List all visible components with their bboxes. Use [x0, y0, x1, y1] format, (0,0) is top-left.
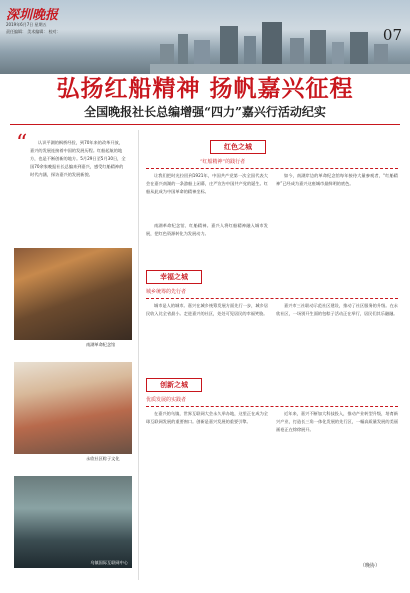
article-paragraph: 让我们把时光拉回到1921年，中国共产党第一次全国代表大会在嘉兴南湖的一条游船上闭幕，庄严宣告中国共产党的诞生。红船从此成为中国革命的精神坐标。 — [146, 173, 268, 194]
section-subtitle: “红船精神”的践行者 — [200, 159, 246, 165]
article-paragraph: 嘉兴市三社联动示范社区建设，推动了社区服务的升级。在永欣社区，一场别开生面的包粽子活动正在举行，居民们其乐融融。 — [276, 303, 398, 316]
intro-text: 认识平湖的枫桥经验，到70年来的改革开放，嘉兴的发展连接着中国的发展历程。红船起航的地方，也是不断创新的地方。5月29日至5月30日，全国70余家晚报社长总编来到嘉兴，感受红船精神的时代内涵，探访嘉兴的发展新貌。 — [30, 140, 126, 177]
author-byline: （晚协） — [360, 563, 381, 569]
section-subtitle: 城乡统筹的先行者 — [146, 289, 187, 295]
sub-headline: 全国晚报社长总编增强“四力”嘉兴行活动纪实 — [84, 105, 326, 119]
section-divider — [146, 168, 398, 169]
intro-block — [14, 133, 134, 245]
article-paragraph: 城市是人的城市。嘉兴在城乡统筹发展方面先行一步，城乡居民收入比全省最小。走进嘉兴的社区，处处可见居民的幸福笑脸。 — [146, 303, 268, 316]
section-divider — [146, 406, 398, 407]
section-subtitle: 优质发展的实践者 — [146, 397, 187, 403]
photo-museum-visitors — [14, 248, 132, 340]
city-skyline-image — [150, 14, 410, 74]
section-badge-innovation-city: 创新之城 — [146, 378, 202, 392]
quote-mark-icon: “ — [16, 131, 28, 156]
masthead-logo: 深圳晚报 — [6, 8, 59, 23]
article-paragraph: 如今，南湖岸边的革命纪念馆每年接待大量参观者，“红船精神”已经成为嘉兴这座城市最鲜明的底色。 — [276, 173, 398, 186]
section-badge-happy-city: 幸福之城 — [146, 270, 202, 284]
photo-caption: 永欣社区粽子文化 — [86, 456, 120, 461]
article-paragraph: 南湖革命纪念馆、红船精神。嘉兴人将红船精神融入城市发展，把红色资源转化为发展动力。 — [146, 223, 268, 236]
photo-community-activity — [14, 362, 132, 454]
page-number: 07 — [382, 26, 402, 44]
photo-caption: 乌镇国际互联网中心 — [90, 560, 128, 565]
editor-line: 责任编辑： 美术编辑： 校对： — [6, 29, 61, 34]
dateline: 2019年6月7日 星期五 — [6, 22, 47, 27]
article-paragraph: 近年来，嘉兴不断加大科技投入，推动产业转型升级，培育新兴产业，打造长三角一体化发展的先行区，一幅高质量发展的美丽画卷正在徐徐展开。 — [276, 411, 398, 432]
header-banner — [0, 0, 410, 74]
title-divider — [10, 124, 400, 125]
section-divider — [146, 298, 398, 299]
section-badge-red-city: 红色之城 — [210, 140, 266, 154]
photo-caption: 南湖革命纪念馆 — [86, 342, 116, 347]
main-headline: 弘扬红船精神 扬帆嘉兴征程 — [56, 76, 354, 102]
article-paragraph: 在嘉兴的乌镇，世界互联网大会永久举办地，这里正在成为全球互联网发展的重要窗口。创新是嘉兴发展的重要引擎。 — [146, 411, 268, 424]
photo-internet-center — [14, 476, 132, 568]
column-divider — [138, 130, 139, 580]
